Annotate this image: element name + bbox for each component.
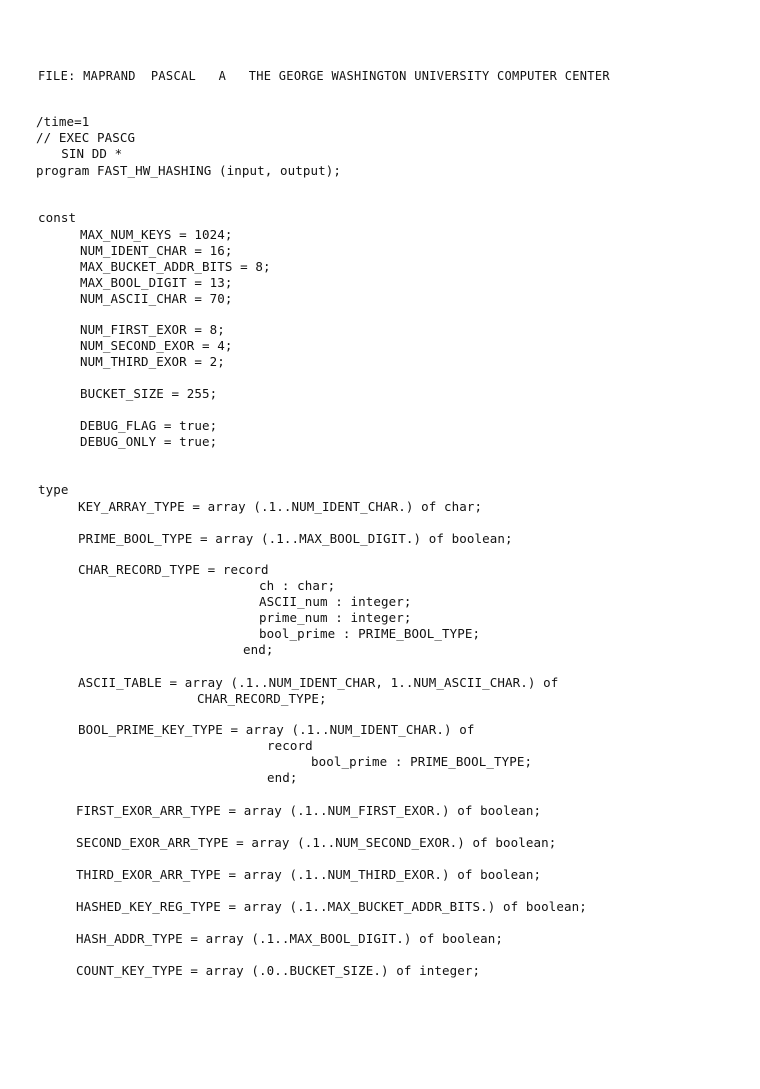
type-line: bool_prime : PRIME_BOOL_TYPE;: [259, 626, 481, 641]
type-line: CHAR_RECORD_TYPE;: [197, 691, 327, 706]
type-keyword: type: [38, 482, 69, 497]
jcl-sin-line: SIN DD *: [46, 146, 123, 161]
const-line: NUM_ASCII_CHAR = 70;: [80, 291, 233, 306]
const-line: NUM_IDENT_CHAR = 16;: [80, 243, 233, 258]
file-header: FILE: MAPRAND PASCAL A THE GEORGE WASHINGTON UNIVERSITY COMPUTER CENTER: [38, 69, 610, 83]
const-line: NUM_THIRD_EXOR = 2;: [80, 354, 225, 369]
type-line: COUNT_KEY_TYPE = array (.0..BUCKET_SIZE.) of integer;: [76, 963, 481, 978]
type-line: KEY_ARRAY_TYPE = array (.1..NUM_IDENT_CHAR.) of char;: [78, 499, 483, 514]
const-line: MAX_BOOL_DIGIT = 13;: [80, 275, 233, 290]
type-line: PRIME_BOOL_TYPE = array (.1..MAX_BOOL_DIGIT.) of boolean;: [78, 531, 513, 546]
type-line: SECOND_EXOR_ARR_TYPE = array (.1..NUM_SECOND_EXOR.) of boolean;: [76, 835, 557, 850]
jcl-time-line: /time=1: [36, 114, 90, 129]
type-line: BOOL_PRIME_KEY_TYPE = array (.1..NUM_IDENT_CHAR.) of: [78, 722, 475, 737]
const-line: BUCKET_SIZE = 255;: [80, 386, 218, 401]
const-line: NUM_SECOND_EXOR = 4;: [80, 338, 233, 353]
type-line: ASCII_TABLE = array (.1..NUM_IDENT_CHAR, 1..NUM_ASCII_CHAR.) of: [78, 675, 559, 690]
type-line: THIRD_EXOR_ARR_TYPE = array (.1..NUM_THIRD_EXOR.) of boolean;: [76, 867, 542, 882]
type-line: bool_prime : PRIME_BOOL_TYPE;: [311, 754, 533, 769]
type-line: end;: [243, 642, 274, 657]
const-line: MAX_BUCKET_ADDR_BITS = 8;: [80, 259, 271, 274]
const-line: DEBUG_ONLY = true;: [80, 434, 218, 449]
type-line: ASCII_num : integer;: [259, 594, 412, 609]
type-line: CHAR_RECORD_TYPE = record: [78, 562, 269, 577]
type-line: HASH_ADDR_TYPE = array (.1..MAX_BOOL_DIGIT.) of boolean;: [76, 931, 504, 946]
const-keyword: const: [38, 210, 77, 225]
program-declaration: program FAST_HW_HASHING (input, output);: [36, 163, 342, 178]
const-line: MAX_NUM_KEYS = 1024;: [80, 227, 233, 242]
type-line: ch : char;: [259, 578, 336, 593]
const-line: NUM_FIRST_EXOR = 8;: [80, 322, 225, 337]
type-line: FIRST_EXOR_ARR_TYPE = array (.1..NUM_FIRST_EXOR.) of boolean;: [76, 803, 542, 818]
const-line: DEBUG_FLAG = true;: [80, 418, 218, 433]
type-line: HASHED_KEY_REG_TYPE = array (.1..MAX_BUCKET_ADDR_BITS.) of boolean;: [76, 899, 587, 914]
type-line: record: [267, 738, 313, 753]
type-line: prime_num : integer;: [259, 610, 412, 625]
type-line: end;: [267, 770, 298, 785]
jcl-exec-line: // EXEC PASCG: [36, 130, 136, 145]
